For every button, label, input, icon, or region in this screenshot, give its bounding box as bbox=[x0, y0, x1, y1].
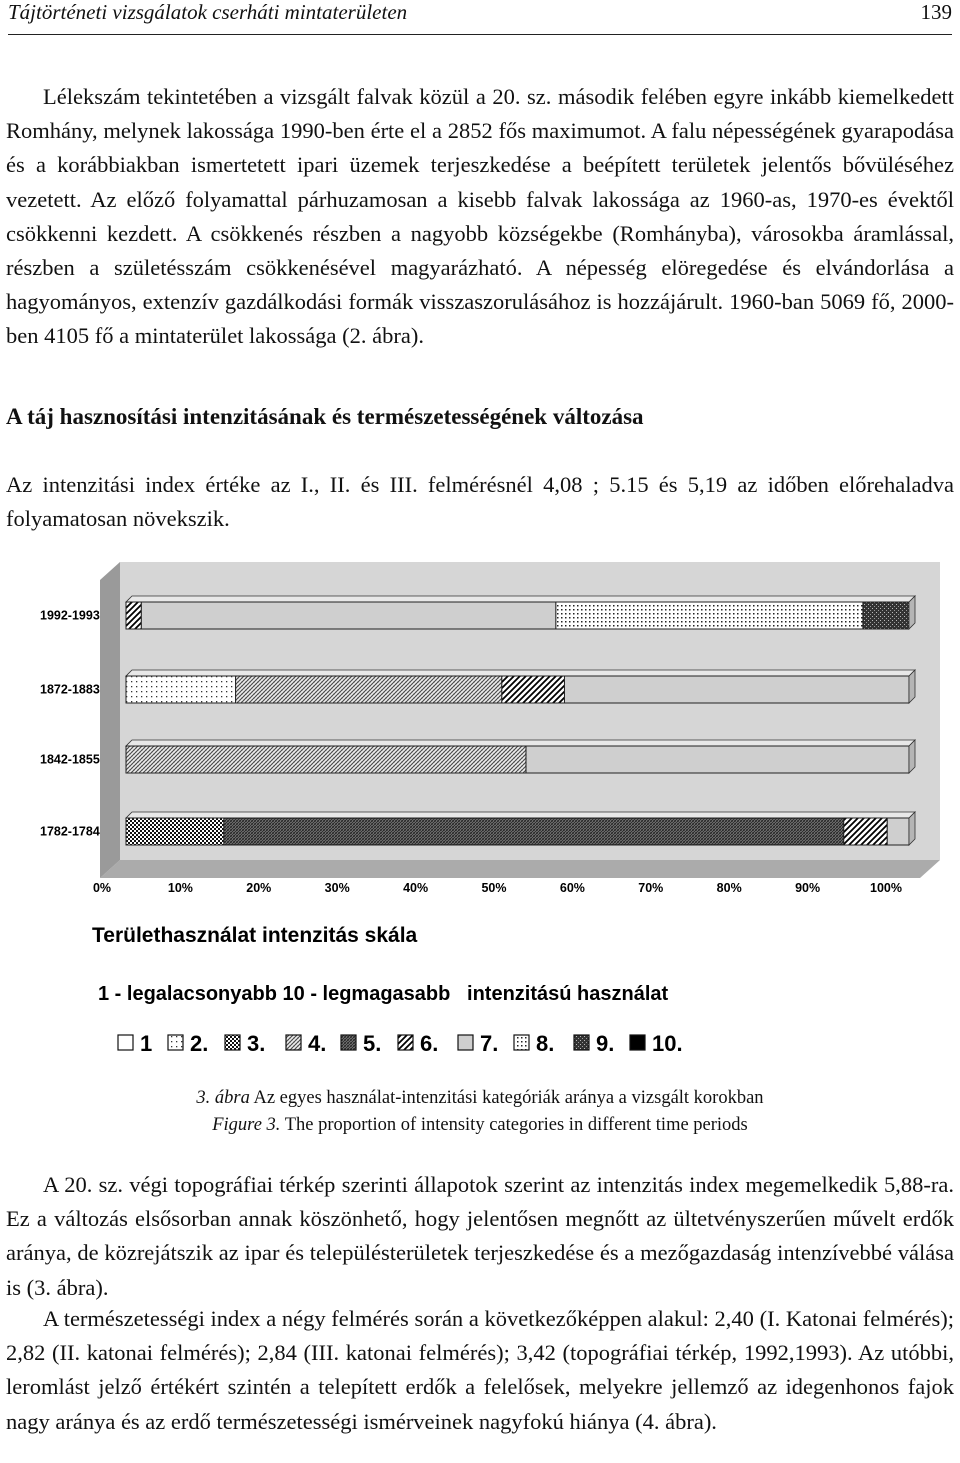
figure-caption-en bbox=[0, 1115, 960, 1136]
x-tick-label: 100% bbox=[870, 881, 902, 895]
body-paragraph-2: Az intenzitási index értéke az I., II. és III. felmérésnél 4,08 ; 5.15 és 5,19 az időben előrehaladva folyamatosan növekszik. bbox=[6, 472, 954, 532]
x-tick-label: 0% bbox=[92, 881, 112, 895]
figure-caption bbox=[0, 1088, 960, 1109]
caption-en-label: Figure 3. bbox=[212, 1115, 281, 1135]
bar-segment-1872-1883-2 bbox=[126, 676, 236, 703]
legend-label: 2. bbox=[190, 1031, 209, 1056]
bar-segment-1842-1855-4 bbox=[126, 746, 526, 773]
x-tick-label: 90% bbox=[795, 881, 821, 895]
bar-segment-1992-1993-7 bbox=[141, 602, 556, 629]
legend-swatch-1 bbox=[118, 1035, 133, 1050]
x-tick-label: 60% bbox=[559, 881, 585, 895]
legend-swatch-3 bbox=[225, 1035, 240, 1050]
caption-text: Az egyes használat-intenzitási kategóriák aránya a vizsgált korokban bbox=[249, 1088, 764, 1108]
caption-en-text: The proportion of intensity categories in different time periods bbox=[280, 1115, 748, 1135]
legend-label: 4. bbox=[308, 1031, 327, 1056]
bar-side-1992-1993 bbox=[909, 596, 915, 629]
bar-top-1842-1855 bbox=[126, 740, 915, 746]
legend-swatch-10 bbox=[630, 1035, 645, 1050]
bar-top-1872-1883 bbox=[126, 670, 915, 676]
legend-swatch-4 bbox=[286, 1035, 301, 1050]
body-paragraph-3: A 20. sz. végi topográfiai térkép szerinti állapotok szerint az intenzitás index megemelkedik 5,88-ra. Ez a változás elsősorban annak köszönhető, hogy jelentősen megnőtt az ültetvényszerűen művelt erdők aránya, de közrejátszik az ipar és településterületek terjeszkedése és a mezőgazdaság intenzívebbé válása is (3. ábra). bbox=[6, 1172, 954, 1300]
bar-segment-1872-1883-6 bbox=[502, 676, 565, 703]
legend-label: 8. bbox=[536, 1031, 555, 1056]
bar-side-1782-1784 bbox=[909, 812, 915, 845]
bar-side-1842-1855 bbox=[909, 740, 915, 773]
legend-label: 10. bbox=[652, 1031, 683, 1056]
bar-segment-1872-1883-4 bbox=[236, 676, 502, 703]
legend-label: 5. bbox=[363, 1031, 382, 1056]
bar-side-1872-1883 bbox=[909, 670, 915, 703]
bar-segment-1782-1784-6 bbox=[844, 818, 888, 845]
legend-swatch-8 bbox=[514, 1035, 529, 1050]
category-label: 1842-1855 bbox=[40, 752, 100, 767]
bar-segment-1782-1784-7 bbox=[887, 818, 909, 845]
x-tick-label: 50% bbox=[481, 881, 507, 895]
category-label: 1782-1784 bbox=[40, 824, 100, 839]
bar-top-1992-1993 bbox=[126, 596, 915, 602]
bar-top-1782-1784 bbox=[126, 812, 915, 818]
legend-swatch-7 bbox=[458, 1035, 473, 1050]
legend-swatch-5 bbox=[341, 1035, 356, 1050]
caption-label: 3. ábra bbox=[196, 1088, 250, 1108]
legend-label: 3. bbox=[247, 1031, 266, 1056]
bar-segment-1782-1784-3 bbox=[126, 818, 224, 845]
legend-swatch-9 bbox=[574, 1035, 589, 1050]
x-tick-label: 40% bbox=[403, 881, 429, 895]
x-tick-label: 10% bbox=[167, 881, 193, 895]
legend-swatch-6 bbox=[398, 1035, 413, 1050]
category-label: 1992-1993 bbox=[40, 608, 100, 623]
legend-label: 6. bbox=[420, 1031, 439, 1056]
body-paragraph-4: A természetességi index a négy felmérés során a következőképpen alakul: 2,40 (I. Katonai felmérés); 2,82 (II. katonai felmérés); 2,84 (III. katonai felmérés); 3,42 (topográfiai térkép, 1992,1993). Az utóbbi, leromlást jelző értékért szintén a telepített erdők a felelősek, melyekre jellemző az idegenhonos fajok nagy aránya és az erdő természetességi ismérveinek nagyfokú hiánya (4. ábra). bbox=[6, 1306, 954, 1434]
x-tick-label: 70% bbox=[638, 881, 664, 895]
x-tick-label: 20% bbox=[246, 881, 272, 895]
chart-floor bbox=[100, 860, 940, 878]
legend-label: 1 bbox=[140, 1031, 153, 1056]
x-tick-label: 30% bbox=[324, 881, 350, 895]
category-label: 1872-1883 bbox=[40, 682, 100, 697]
intensity-chart bbox=[0, 560, 960, 1070]
chart-side-wall bbox=[100, 562, 120, 878]
bar-segment-1842-1855-7 bbox=[526, 746, 909, 773]
legend-title: Területhasználat intenzitás skála bbox=[92, 924, 418, 947]
running-title: Tájtörténeti vizsgálatok cserháti mintaterületen bbox=[8, 0, 408, 24]
bar-segment-1992-1993-8 bbox=[556, 602, 863, 629]
page-number: 139 bbox=[920, 0, 952, 24]
bar-segment-1872-1883-7 bbox=[564, 676, 909, 703]
legend-subtitle: 1 - legalacsonyabb 10 - legmagasabb intenzitású használat bbox=[98, 983, 669, 1005]
body-paragraph-1: Lélekszám tekintetében a vizsgált falvak közül a 20. sz. második felében egyre inkább kiemelkedett Romhány, melynek lakossága 1990-ben érte el a 2852 fős maximumot. A falu népességének gyarapodása és a korábbiakban ismertetett ipari üzemek terjeszkedése a beépített területek jelentős bővüléséhez vezetett. Az előző folyamattal párhuzamosan a kisebb falvak lakossága az 1960-as, 1970-es évektől csökkenni kezdett. A csökkenés részben a nagyobb községekbe (Romhányba), városokba áramlással, részben a születésszám csökkenésével magyarázható. A népesség elöregedése és elvándorlása a hagyományos, extenzív gazdálkodási formák visszaszorulásához is hozzájárult. 1960-ban 5069 fő, 2000-ben 4105 fő a mintaterület lakossága (2. ábra). bbox=[6, 84, 954, 349]
bar-segment-1992-1993-6 bbox=[126, 602, 141, 629]
legend-label: 7. bbox=[480, 1031, 499, 1056]
running-header bbox=[8, 0, 952, 35]
bar-segment-1992-1993-9 bbox=[863, 602, 909, 629]
legend-swatch-2 bbox=[168, 1035, 183, 1050]
bar-segment-1782-1784-5 bbox=[224, 818, 844, 845]
section-heading: A táj hasznosítási intenzitásának és természetességének változása bbox=[6, 404, 644, 429]
x-tick-label: 80% bbox=[716, 881, 742, 895]
legend-label: 9. bbox=[596, 1031, 615, 1056]
